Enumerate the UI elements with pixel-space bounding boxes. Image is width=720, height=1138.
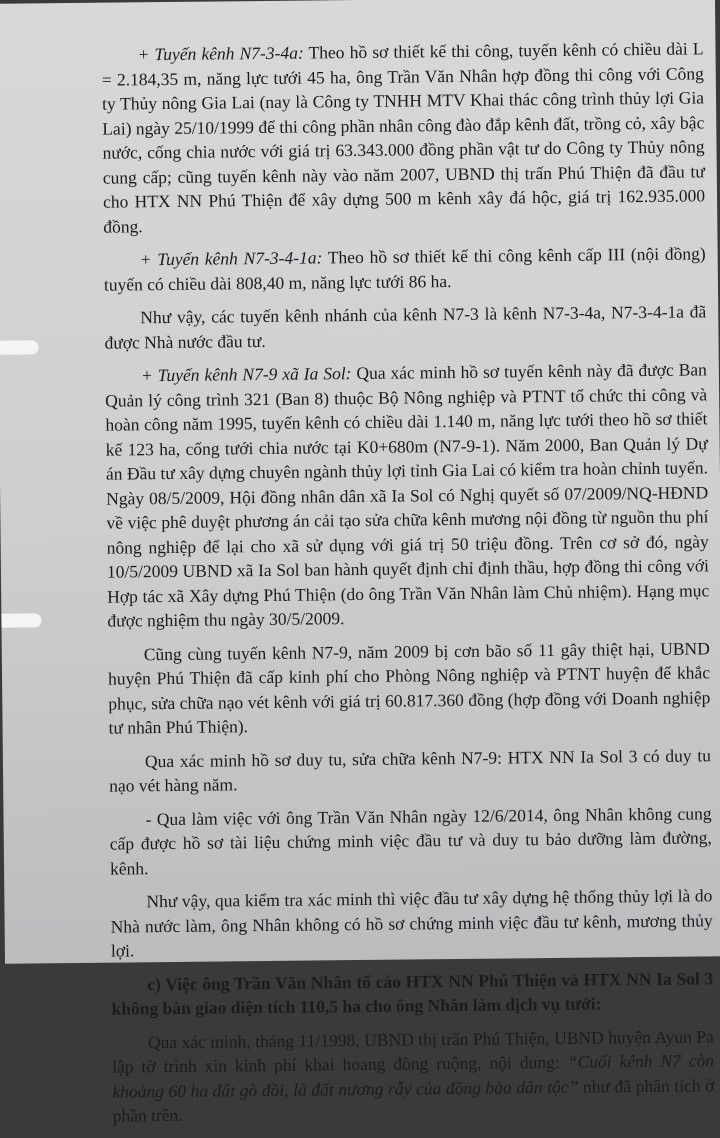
- paragraph-text: Như vậy, các tuyến kênh nhánh của kênh N7-3 là kênh N7-3-4a, N7-3-4-1a đã được Nhà nước đầu tư.: [104, 301, 707, 353]
- paragraph-conclusion: [110, 883, 713, 963]
- paragraph-text: như đã phân tích ở phần trên.: [112, 1074, 715, 1126]
- paragraph-meeting: [109, 801, 712, 881]
- paragraph-text: Theo hồ sơ thiết kế thi công kênh cấp III (nội đồng) tuyến có chiều dài 808,40 m, năng lực tưới 86 ha.: [103, 243, 706, 295]
- paragraph-lead: + Tuyến kênh N7-3-4-1a:: [139, 247, 323, 270]
- paper-smudge: [0, 340, 39, 354]
- paragraph-n7-9: [105, 357, 710, 633]
- paragraph-verification: [112, 1024, 715, 1128]
- document-body: [101, 36, 714, 1137]
- quote-text: “Cuối kênh N7 còn khoảng 60 ha đất gò đồi, là đất nương rẫy của đồng bào dân tộc”: [112, 1050, 715, 1102]
- paragraph-conclusion-n7-3: [104, 299, 706, 354]
- paragraph-text: Như vậy, qua kiểm tra xác minh thì việc đầu tư xây dựng hệ thống thủy lợi là do Nhà nước làm, ông Nhân không có hồ sơ chứng minh việc đầu tư kênh, mương thủy lợi.: [110, 885, 713, 961]
- paragraph-maintenance: [109, 743, 711, 798]
- paragraph-text: Qua xác minh hồ sơ duy tu, sửa chữa kênh N7-9: HTX NN Ia Sol 3 có duy tu nạo vét hàng năm.: [109, 744, 712, 796]
- paragraph-text: Qua xác minh hồ sơ tuyến kênh này đã được Ban Quản lý công trình 321 (Ban 8) thuộc Bộ Nông nghiệp và PTNT tổ chức thi công và hoàn công năm 1995, tuyến kênh có chiều dài 1.140 m, năng lực tưới theo hồ sơ thiết kế 123 ha, cống tưới chia nước tại K0+680m (N7-9-1). Năm 2000, Ban Quản lý Dự án Đầu tư xây dựng chuyên ngành thủy lợi tỉnh Gia Lai có kiểm tra hoàn chỉnh tuyến. Ngày 08/5/2009, Hội đồng nhân dân xã Ia Sol có Nghị quyết số 07/2009/NQ-HĐND về việc phê duyệt phương án cải tạo sửa chữa kênh mương nội đồng từ nguồn thu phí nông nghiệp để lại cho xã sử dụng với giá trị 50 triệu đồng. Trên cơ sở đó, ngày 10/5/2009 UBND xã Ia Sol ban hành quyết định chỉ định thầu, hợp đồng thi công với Hợp tác xã Xây dựng Phú Thiện (do ông Trần Văn Nhân làm Chủ nhiệm). Hạng mục được nghiệm thu ngày 30/5/2009.: [105, 359, 710, 631]
- paragraph-lead: + Tuyến kênh N7-3-4a:: [137, 42, 304, 65]
- paragraph-text: Cũng cùng tuyến kênh N7-9, năm 2009 bị cơn bão số 11 gây thiệt hại, UBND huyện Phú Thiện đã cấp kinh phí cho Phòng Nông nghiệp và PTNT huyện để khắc phục, sửa chữa nạo vét kênh với giá trị 60.817.360 đồng (hợp đồng với Doanh nghiệp tư nhân Phú Thiện).: [107, 637, 711, 738]
- paragraph-text: Theo hồ sơ thiết kế thi công, tuyến kênh có chiều dài L = 2.184,35 m, năng lực tưới 45 ha, ông Trần Văn Nhân hợp đồng thi công với Công ty Thủy nông Gia Lai (nay là Công ty TNHH MTV Khai thác công trình thủy lợi Gia Lai) ngày 25/10/1999 để thi công phần nhân công đào đắp kênh đất, trồng cỏ, xây bậc nước, cống chia nước với giá trị 63.343.000 đồng phần vật tư do Công ty Thủy nông cung cấp; cũng tuyến kênh này vào năm 2007, UBND thị trấn Phú Thiện đã đầu tư cho HTX NN Phú Thiện để xây dựng 500 m kênh xây đá hộc, giá trị 162.935.000 đồng.: [101, 38, 706, 237]
- paper-smudge: [1, 613, 41, 627]
- paragraph-lead: + Tuyến kênh N7-9 xã Ia Sol:: [140, 363, 352, 386]
- paragraph-n7-3-4a: [101, 36, 705, 238]
- paragraph-text: Qua xác minh, tháng 11/1998, UBND thị trấn Phú Thiện, UBND huyện Ayun Pa lập tờ trình xin kinh phí khai hoang đồng ruộng, nội dung:: [112, 1025, 714, 1077]
- paragraph-storm-damage: [108, 636, 711, 740]
- section-heading-c: c) Việc ông Trần Văn Nhân tố cáo HTX NN Phú Thiện và HTX NN Ia Sol 3 không bàn giao diện tích 110,5 ha cho ông Nhân làm dịch vụ tưới:: [111, 967, 714, 1019]
- paragraph-text: - Qua làm việc với ông Trần Văn Nhân ngày 12/6/2014, ông Nhân không cung cấp được hồ sơ tài liệu chứng minh việc đầu tư và duy tu bảo dưỡng làm đường, kênh.: [109, 802, 712, 879]
- paragraph-n7-3-4-1a: [104, 241, 706, 296]
